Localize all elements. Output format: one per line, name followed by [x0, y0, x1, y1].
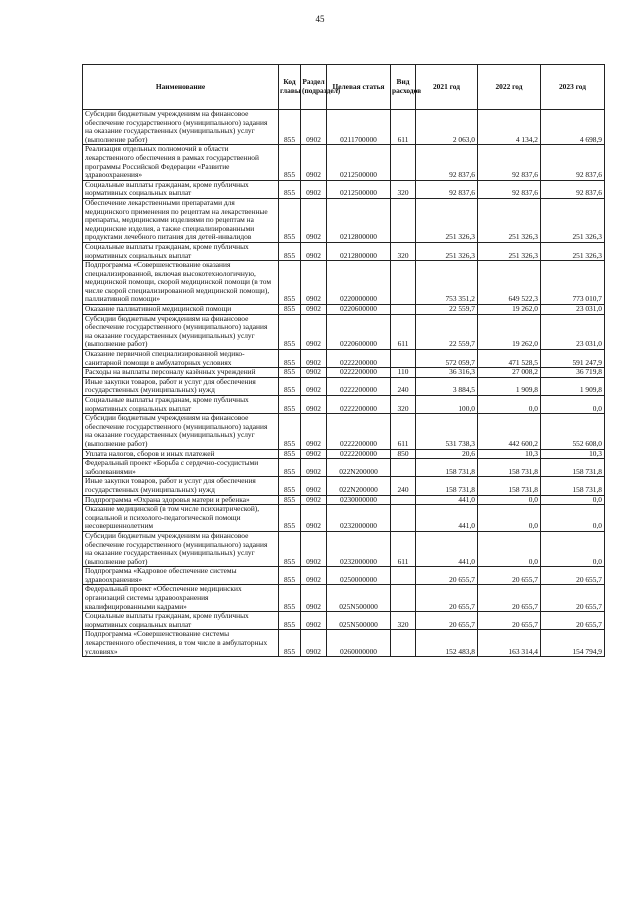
- table-row: [83, 585, 605, 612]
- table-row: [83, 630, 605, 657]
- header-article: Целевая статья: [327, 65, 391, 110]
- row-article: 0220600000: [327, 305, 391, 315]
- row-kind: [391, 459, 416, 477]
- row-section: 0902: [301, 477, 327, 495]
- row-value-2022: 158 731,8: [478, 459, 541, 477]
- row-article: 0212800000: [327, 242, 391, 260]
- row-code: 855: [279, 368, 301, 378]
- row-kind: [391, 505, 416, 532]
- row-code: 855: [279, 350, 301, 368]
- row-code: 855: [279, 110, 301, 145]
- row-code: 855: [279, 198, 301, 242]
- row-section: 0902: [301, 110, 327, 145]
- row-article: 0222200000: [327, 449, 391, 459]
- table-row: [83, 180, 605, 198]
- row-name: Федеральный проект «Борьба с сердечно-сосудистыми заболеваниями»: [83, 459, 279, 477]
- row-kind: 320: [391, 612, 416, 630]
- row-value-2021: 251 326,3: [416, 242, 478, 260]
- row-name: Федеральный проект «Обеспечение медицинских организаций системы здравоохранения квалифицированными кадрами»: [83, 585, 279, 612]
- row-kind: 240: [391, 377, 416, 395]
- row-article: 022N200000: [327, 477, 391, 495]
- row-value-2023: 23 031,0: [541, 305, 605, 315]
- row-code: 855: [279, 180, 301, 198]
- row-code: 855: [279, 505, 301, 532]
- row-value-2021: 92 837,6: [416, 180, 478, 198]
- row-value-2023: 20 655,7: [541, 612, 605, 630]
- row-article: 0232000000: [327, 505, 391, 532]
- row-value-2023: 591 247,9: [541, 350, 605, 368]
- row-value-2023: 23 031,0: [541, 314, 605, 349]
- row-value-2023: 158 731,8: [541, 459, 605, 477]
- row-value-2021: 22 559,7: [416, 305, 478, 315]
- row-section: 0902: [301, 495, 327, 505]
- row-value-2022: 20 655,7: [478, 567, 541, 585]
- table-row: [83, 368, 605, 378]
- row-section: 0902: [301, 505, 327, 532]
- row-value-2023: 154 794,9: [541, 630, 605, 657]
- row-value-2023: 10,3: [541, 449, 605, 459]
- row-value-2021: 100,0: [416, 396, 478, 414]
- table-row: [83, 242, 605, 260]
- row-article: 0250000000: [327, 567, 391, 585]
- row-code: 855: [279, 585, 301, 612]
- row-article: 0222200000: [327, 377, 391, 395]
- row-kind: [391, 630, 416, 657]
- row-value-2022: 19 262,0: [478, 314, 541, 349]
- row-code: 855: [279, 314, 301, 349]
- row-value-2021: 158 731,8: [416, 459, 478, 477]
- row-section: 0902: [301, 261, 327, 305]
- header-2021: 2021 год: [416, 65, 478, 110]
- row-value-2023: 92 837,6: [541, 145, 605, 180]
- row-value-2023: 0,0: [541, 396, 605, 414]
- row-code: 855: [279, 477, 301, 495]
- row-kind: 611: [391, 531, 416, 566]
- table-row: [83, 396, 605, 414]
- row-code: 855: [279, 449, 301, 459]
- table-row: [83, 612, 605, 630]
- row-article: 0220600000: [327, 314, 391, 349]
- row-value-2022: 1 909,8: [478, 377, 541, 395]
- row-section: 0902: [301, 180, 327, 198]
- row-kind: 320: [391, 180, 416, 198]
- row-name: Подпрограмма «Совершенствование системы лекарственного обеспечения, в том числе в амбулаторных условиях»: [83, 630, 279, 657]
- row-name: Иные закупки товаров, работ и услуг для обеспечения государственных (муниципальных) нужд: [83, 477, 279, 495]
- table-row: [83, 414, 605, 449]
- row-name: Подпрограмма «Совершенствование оказания специализированной, включая высокотехнологичную, медицинской помощи, скорой медицинской помощи (в том числе скорой специализированной медицинской помощи), паллиативной помощи»: [83, 261, 279, 305]
- row-section: 0902: [301, 459, 327, 477]
- row-kind: 611: [391, 110, 416, 145]
- row-value-2022: 0,0: [478, 531, 541, 566]
- row-name: Иные закупки товаров, работ и услуг для обеспечения государственных (муниципальных) нужд: [83, 377, 279, 395]
- row-value-2022: 251 326,3: [478, 198, 541, 242]
- row-section: 0902: [301, 396, 327, 414]
- row-value-2022: 92 837,6: [478, 180, 541, 198]
- row-name: Реализация отдельных полномочий в области лекарственного обеспечения в рамках государственной программы Российской Федерации «Развитие здравоохранения»: [83, 145, 279, 180]
- row-article: 0222200000: [327, 368, 391, 378]
- row-name: Субсидии бюджетным учреждениям на финансовое обеспечение государственного (муниципального) задания на оказание государственных (муниципальных) услуг (выполнение работ): [83, 531, 279, 566]
- row-value-2022: 19 262,0: [478, 305, 541, 315]
- row-article: 0220000000: [327, 261, 391, 305]
- row-article: 0211700000: [327, 110, 391, 145]
- row-value-2023: 20 655,7: [541, 567, 605, 585]
- row-value-2023: 1 909,8: [541, 377, 605, 395]
- row-name: Обеспечение лекарственными препаратами для медицинского применения по рецептам на лекарственные препараты, медицинскими изделиями по рецептам на медицинские изделия, а также специализированными продуктами лечебного питания для детей-инвалидов: [83, 198, 279, 242]
- row-code: 855: [279, 242, 301, 260]
- row-code: 855: [279, 414, 301, 449]
- row-value-2022: 649 522,3: [478, 261, 541, 305]
- row-kind: [391, 198, 416, 242]
- row-section: 0902: [301, 314, 327, 349]
- row-code: 855: [279, 612, 301, 630]
- row-code: 855: [279, 145, 301, 180]
- row-article: 0222200000: [327, 414, 391, 449]
- table-row: [83, 314, 605, 349]
- row-article: 0230000000: [327, 495, 391, 505]
- row-value-2023: 20 655,7: [541, 585, 605, 612]
- row-name: Субсидии бюджетным учреждениям на финансовое обеспечение государственного (муниципального) задания на оказание государственных (муниципальных) услуг (выполнение работ): [83, 414, 279, 449]
- row-value-2022: 0,0: [478, 495, 541, 505]
- row-section: 0902: [301, 198, 327, 242]
- row-name: Социальные выплаты гражданам, кроме публичных нормативных социальных выплат: [83, 180, 279, 198]
- row-section: 0902: [301, 145, 327, 180]
- row-value-2022: 4 134,2: [478, 110, 541, 145]
- row-kind: [391, 261, 416, 305]
- row-name: Оказание паллиативной медицинской помощи: [83, 305, 279, 315]
- table-row: [83, 377, 605, 395]
- row-value-2021: 20 655,7: [416, 567, 478, 585]
- row-value-2021: 572 059,7: [416, 350, 478, 368]
- row-value-2022: 92 837,6: [478, 145, 541, 180]
- row-code: 855: [279, 495, 301, 505]
- row-value-2021: 22 559,7: [416, 314, 478, 349]
- row-name: Оказание первичной специализированной медико-санитарной помощи в амбулаторных условиях: [83, 350, 279, 368]
- row-kind: 320: [391, 396, 416, 414]
- table-row: [83, 305, 605, 315]
- header-kind: Вид расходов: [391, 65, 416, 110]
- row-kind: 320: [391, 242, 416, 260]
- row-kind: 611: [391, 414, 416, 449]
- row-article: 0222200000: [327, 350, 391, 368]
- row-article: 0212500000: [327, 180, 391, 198]
- table-row: [83, 261, 605, 305]
- budget-table: [82, 64, 605, 657]
- row-section: 0902: [301, 449, 327, 459]
- table-row: [83, 145, 605, 180]
- row-section: 0902: [301, 242, 327, 260]
- row-code: 855: [279, 305, 301, 315]
- row-kind: 850: [391, 449, 416, 459]
- row-value-2023: 92 837,6: [541, 180, 605, 198]
- row-value-2022: 0,0: [478, 505, 541, 532]
- row-kind: [391, 350, 416, 368]
- row-value-2021: 152 483,8: [416, 630, 478, 657]
- row-value-2021: 2 063,0: [416, 110, 478, 145]
- row-section: 0902: [301, 377, 327, 395]
- row-name: Субсидии бюджетным учреждениям на финансовое обеспечение государственного (муниципального) задания на оказание государственных (муниципальных) услуг (выполнение работ): [83, 314, 279, 349]
- row-code: 855: [279, 261, 301, 305]
- row-value-2022: 20 655,7: [478, 585, 541, 612]
- row-value-2023: 0,0: [541, 495, 605, 505]
- row-value-2021: 441,0: [416, 495, 478, 505]
- table-row: [83, 567, 605, 585]
- row-value-2022: 27 008,2: [478, 368, 541, 378]
- page-number: 45: [315, 14, 325, 24]
- row-section: 0902: [301, 585, 327, 612]
- row-section: 0902: [301, 567, 327, 585]
- row-kind: 110: [391, 368, 416, 378]
- row-value-2021: 20 655,7: [416, 612, 478, 630]
- header-2023: 2023 год: [541, 65, 605, 110]
- row-article: 025N500000: [327, 585, 391, 612]
- table-row: [83, 459, 605, 477]
- row-article: 0212500000: [327, 145, 391, 180]
- row-kind: 611: [391, 314, 416, 349]
- row-value-2023: 251 326,3: [541, 198, 605, 242]
- row-value-2021: 531 738,3: [416, 414, 478, 449]
- row-value-2021: 3 884,5: [416, 377, 478, 395]
- table-row: [83, 198, 605, 242]
- row-section: 0902: [301, 630, 327, 657]
- table-row: [83, 505, 605, 532]
- row-article: 025N500000: [327, 612, 391, 630]
- row-kind: [391, 305, 416, 315]
- row-value-2022: 10,3: [478, 449, 541, 459]
- row-value-2022: 158 731,8: [478, 477, 541, 495]
- row-article: 022N200000: [327, 459, 391, 477]
- row-name: Подпрограмма «Охрана здоровья матери и ребенка»: [83, 495, 279, 505]
- row-value-2021: 36 316,3: [416, 368, 478, 378]
- row-kind: [391, 567, 416, 585]
- row-value-2021: 20,6: [416, 449, 478, 459]
- header-section: Раздел (подраздел): [301, 65, 327, 110]
- table-row: [83, 110, 605, 145]
- row-value-2023: 36 719,8: [541, 368, 605, 378]
- row-value-2021: 441,0: [416, 505, 478, 532]
- row-value-2023: 773 010,7: [541, 261, 605, 305]
- row-section: 0902: [301, 368, 327, 378]
- row-value-2023: 158 731,8: [541, 477, 605, 495]
- row-name: Подпрограмма «Кадровое обеспечение системы здравоохранения»: [83, 567, 279, 585]
- row-code: 855: [279, 459, 301, 477]
- row-code: 855: [279, 531, 301, 566]
- row-kind: [391, 585, 416, 612]
- table-row: [83, 350, 605, 368]
- row-value-2023: 552 608,0: [541, 414, 605, 449]
- row-value-2022: 20 655,7: [478, 612, 541, 630]
- row-kind: 240: [391, 477, 416, 495]
- table-body: [83, 110, 605, 657]
- row-value-2023: 251 326,3: [541, 242, 605, 260]
- row-value-2022: 442 600,2: [478, 414, 541, 449]
- row-article: 0212800000: [327, 198, 391, 242]
- row-section: 0902: [301, 305, 327, 315]
- table-row: [83, 477, 605, 495]
- row-value-2021: 753 351,2: [416, 261, 478, 305]
- row-value-2021: 251 326,3: [416, 198, 478, 242]
- row-value-2022: 0,0: [478, 396, 541, 414]
- row-value-2021: 158 731,8: [416, 477, 478, 495]
- row-code: 855: [279, 377, 301, 395]
- row-value-2021: 20 655,7: [416, 585, 478, 612]
- row-value-2022: 471 528,5: [478, 350, 541, 368]
- header-name: Наименование: [83, 65, 279, 110]
- row-name: Социальные выплаты гражданам, кроме публичных нормативных социальных выплат: [83, 612, 279, 630]
- row-code: 855: [279, 396, 301, 414]
- row-name: Социальные выплаты гражданам, кроме публичных нормативных социальных выплат: [83, 396, 279, 414]
- row-section: 0902: [301, 612, 327, 630]
- table-header-row: [83, 65, 605, 110]
- row-value-2022: 251 326,3: [478, 242, 541, 260]
- row-article: 0222200000: [327, 396, 391, 414]
- row-name: Оказание медицинской (в том числе психиатрической), социальной и психолого-педагогической помощи несовершеннолетним: [83, 505, 279, 532]
- header-code: Код главы: [279, 65, 301, 110]
- row-name: Субсидии бюджетным учреждениям на финансовое обеспечение государственного (муниципального) задания на оказание государственных (муниципальных) услуг (выполнение работ): [83, 110, 279, 145]
- header-2022: 2022 год: [478, 65, 541, 110]
- row-value-2023: 0,0: [541, 505, 605, 532]
- row-section: 0902: [301, 531, 327, 566]
- row-name: Расходы на выплаты персоналу казённых учреждений: [83, 368, 279, 378]
- row-kind: [391, 145, 416, 180]
- row-value-2023: 4 698,9: [541, 110, 605, 145]
- row-value-2022: 163 314,4: [478, 630, 541, 657]
- row-value-2023: 0,0: [541, 531, 605, 566]
- row-name: Уплата налогов, сборов и иных платежей: [83, 449, 279, 459]
- row-section: 0902: [301, 350, 327, 368]
- row-article: 0260000000: [327, 630, 391, 657]
- row-kind: [391, 495, 416, 505]
- table-row: [83, 531, 605, 566]
- row-name: Социальные выплаты гражданам, кроме публичных нормативных социальных выплат: [83, 242, 279, 260]
- row-code: 855: [279, 630, 301, 657]
- row-value-2021: 92 837,6: [416, 145, 478, 180]
- row-value-2021: 441,0: [416, 531, 478, 566]
- row-section: 0902: [301, 414, 327, 449]
- row-code: 855: [279, 567, 301, 585]
- row-article: 0232000000: [327, 531, 391, 566]
